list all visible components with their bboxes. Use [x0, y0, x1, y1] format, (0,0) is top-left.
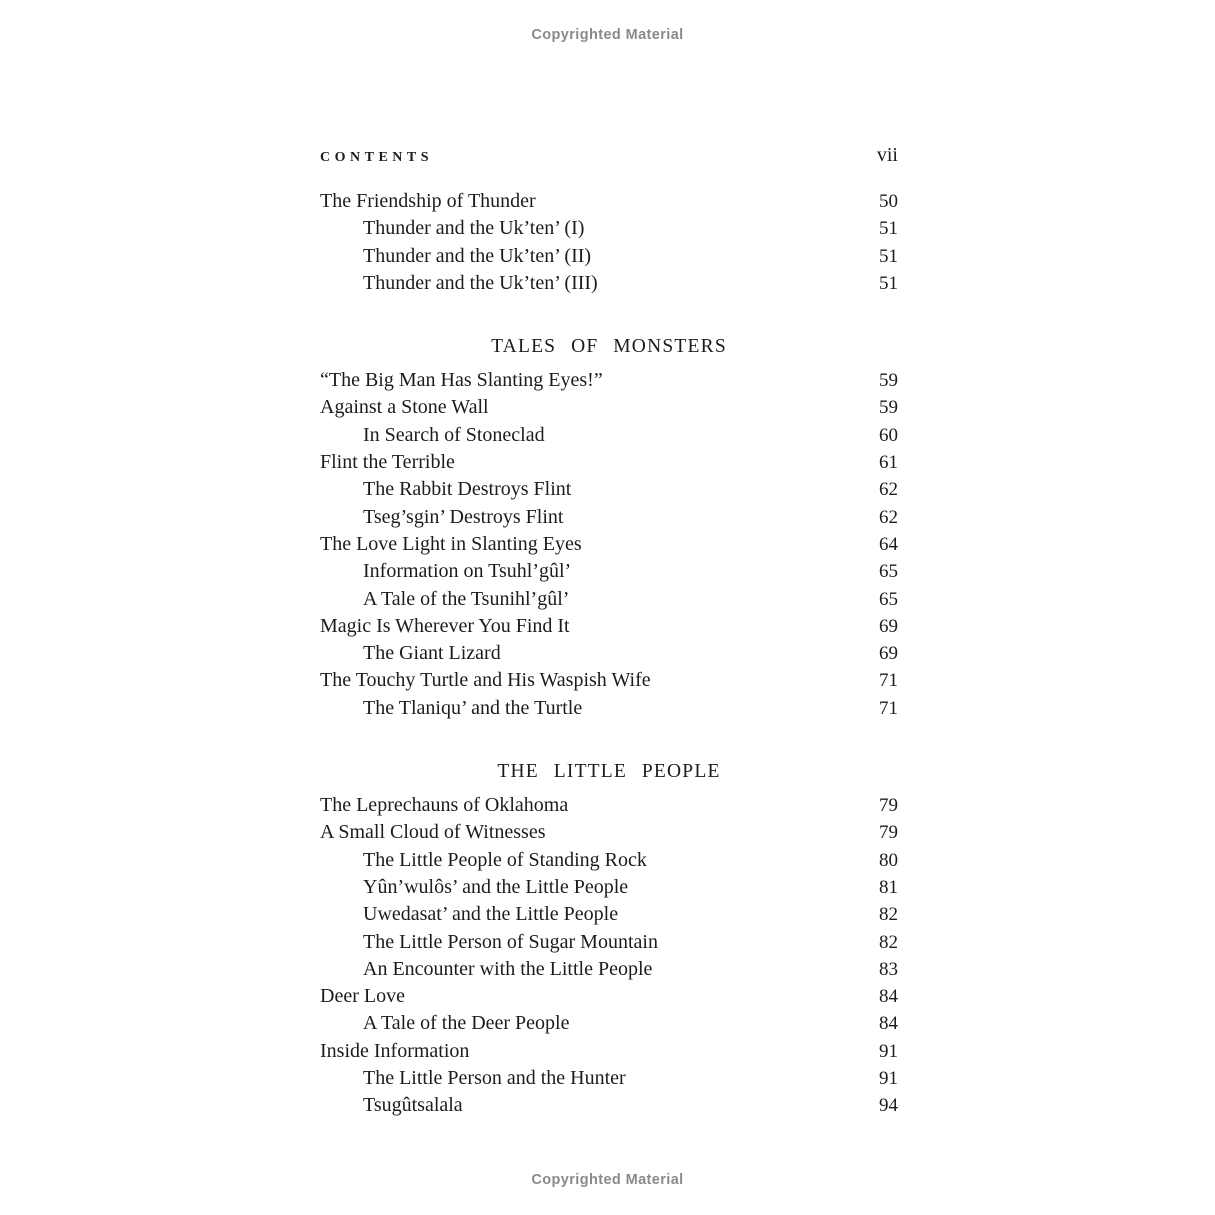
toc-entry-title: In Search of Stoneclad: [363, 423, 545, 446]
toc-entry-title: Tsugûtsalala: [363, 1094, 463, 1117]
toc-entry-page: 65: [879, 561, 898, 583]
toc-entry: [320, 531, 898, 558]
section-heading: THE LITTLE PEOPLE: [497, 761, 721, 783]
toc-entry-title: Uwedasat’ and the Little People: [363, 903, 619, 926]
running-title: CONTENTS: [320, 150, 434, 165]
toc-entry-page: 94: [879, 1095, 898, 1117]
toc-entry-title: The Little Person and the Hunter: [363, 1067, 626, 1090]
toc-entry: [320, 1038, 898, 1065]
toc-entry-title: Thunder and the Uk’ten’ (III): [363, 271, 598, 294]
folio-page-number: vii: [876, 144, 898, 166]
toc-entry-page: 71: [879, 670, 898, 692]
toc-entry-title: The Touchy Turtle and His Waspish Wife: [320, 669, 651, 692]
toc-entry: [320, 667, 898, 694]
toc-entry: [320, 613, 898, 640]
toc-entry: [320, 819, 898, 846]
toc-entry-page: 79: [879, 822, 898, 844]
toc-entry-title: A Tale of the Deer People: [363, 1012, 570, 1035]
toc-section: [320, 333, 898, 722]
toc-entry-page: 61: [879, 452, 898, 474]
section-heading: TALES OF MONSTERS: [491, 336, 727, 358]
toc-entry: [320, 640, 898, 667]
toc-entry-page: 79: [879, 795, 898, 817]
toc-entry: [320, 394, 898, 421]
toc-entry: [320, 695, 898, 722]
toc-entry-title: Thunder and the Uk’ten’ (I): [363, 217, 585, 240]
toc-entry: [320, 188, 898, 215]
toc-entry: [320, 983, 898, 1010]
toc-entry-page: 64: [879, 533, 898, 555]
toc-section: [320, 188, 898, 297]
toc-entry-title: Information on Tsuhl’gûl’: [363, 560, 572, 583]
toc-entry: [320, 874, 898, 901]
toc-entry-page: 62: [879, 506, 898, 528]
toc-entry-title: The Leprechauns of Oklahoma: [320, 794, 569, 817]
toc-entry: [320, 422, 898, 449]
toc-entry-page: 84: [879, 1013, 898, 1035]
toc-entry-title: The Friendship of Thunder: [320, 190, 536, 212]
toc-entry-page: 69: [879, 615, 898, 637]
toc-entry: [320, 929, 898, 956]
toc-entry-page: 59: [879, 397, 898, 419]
toc-entry-title: Against a Stone Wall: [320, 396, 489, 419]
toc-entry-page: 80: [879, 849, 898, 871]
toc-entry-title: Yûn’wulôs’ and the Little People: [363, 875, 629, 898]
toc-entry: [320, 586, 898, 613]
toc-entry-title: A Small Cloud of Witnesses: [320, 821, 546, 844]
toc-entry-page: 59: [879, 370, 898, 392]
toc-entry-page: 84: [879, 986, 898, 1008]
toc-entry-title: The Rabbit Destroys Flint: [363, 478, 572, 501]
toc-entry-page: 65: [879, 588, 898, 610]
toc-entry-page: 71: [879, 697, 898, 719]
toc-entry: [320, 956, 898, 983]
toc-entry-title: A Tale of the Tsunihl’gûl’: [363, 587, 570, 610]
toc-section: [320, 758, 898, 1120]
toc-entry-page: 69: [879, 643, 898, 665]
toc-entry-title: Thunder and the Uk’ten’ (II): [363, 244, 592, 267]
toc-entry-title: The Tlaniqu’ and the Turtle: [363, 696, 583, 719]
toc-entry: [320, 243, 898, 270]
toc-entry-page: 82: [879, 931, 898, 953]
toc-entry-title: The Little People of Standing Rock: [363, 848, 647, 871]
toc-entry-title: Deer Love: [320, 985, 405, 1008]
toc-entry: [320, 449, 898, 476]
toc-entry-title: The Love Light in Slanting Eyes: [320, 532, 582, 555]
toc-entry-page: 51: [879, 218, 898, 240]
toc-entry: [320, 215, 898, 242]
toc-entry: [320, 504, 898, 531]
toc-entry-page: 91: [879, 1040, 898, 1062]
toc-entry-page: 83: [879, 958, 898, 980]
toc-entry: [320, 847, 898, 874]
toc-entry-page: 51: [879, 272, 898, 294]
toc-entry-title: Inside Information: [320, 1039, 470, 1062]
toc-entry-page: 60: [879, 424, 898, 446]
toc-entry-title: Tseg’sgin’ Destroys Flint: [363, 505, 564, 528]
toc-entry: [320, 1010, 898, 1037]
toc-entry-page: 50: [879, 191, 898, 212]
toc-entry: [320, 1092, 898, 1119]
table-of-contents: [320, 144, 898, 1120]
toc-entry-page: 82: [879, 904, 898, 926]
toc-entry-title: The Giant Lizard: [363, 642, 501, 665]
toc-entry-title: Magic Is Wherever You Find It: [320, 614, 570, 637]
copyright-notice-top: Copyrighted Material: [531, 27, 684, 43]
toc-entry: [320, 476, 898, 503]
toc-entry-page: 81: [879, 876, 898, 898]
toc-entry-title: “The Big Man Has Slanting Eyes!”: [320, 369, 603, 392]
toc-entry: [320, 270, 898, 297]
toc-entry-page: 62: [879, 479, 898, 501]
toc-entry: [320, 558, 898, 585]
toc-entry: [320, 792, 898, 819]
copyright-notice-bottom: Copyrighted Material: [531, 1172, 684, 1188]
toc-entry-title: Flint the Terrible: [320, 451, 455, 474]
toc-entry-title: The Little Person of Sugar Mountain: [363, 930, 658, 953]
toc-entry: [320, 901, 898, 928]
toc-entry: [320, 1065, 898, 1092]
toc-entry-page: 91: [879, 1068, 898, 1090]
toc-entry: [320, 367, 898, 394]
toc-entry-page: 51: [879, 245, 898, 267]
contents-header: [320, 144, 898, 164]
toc-entry-title: An Encounter with the Little People: [363, 957, 653, 980]
